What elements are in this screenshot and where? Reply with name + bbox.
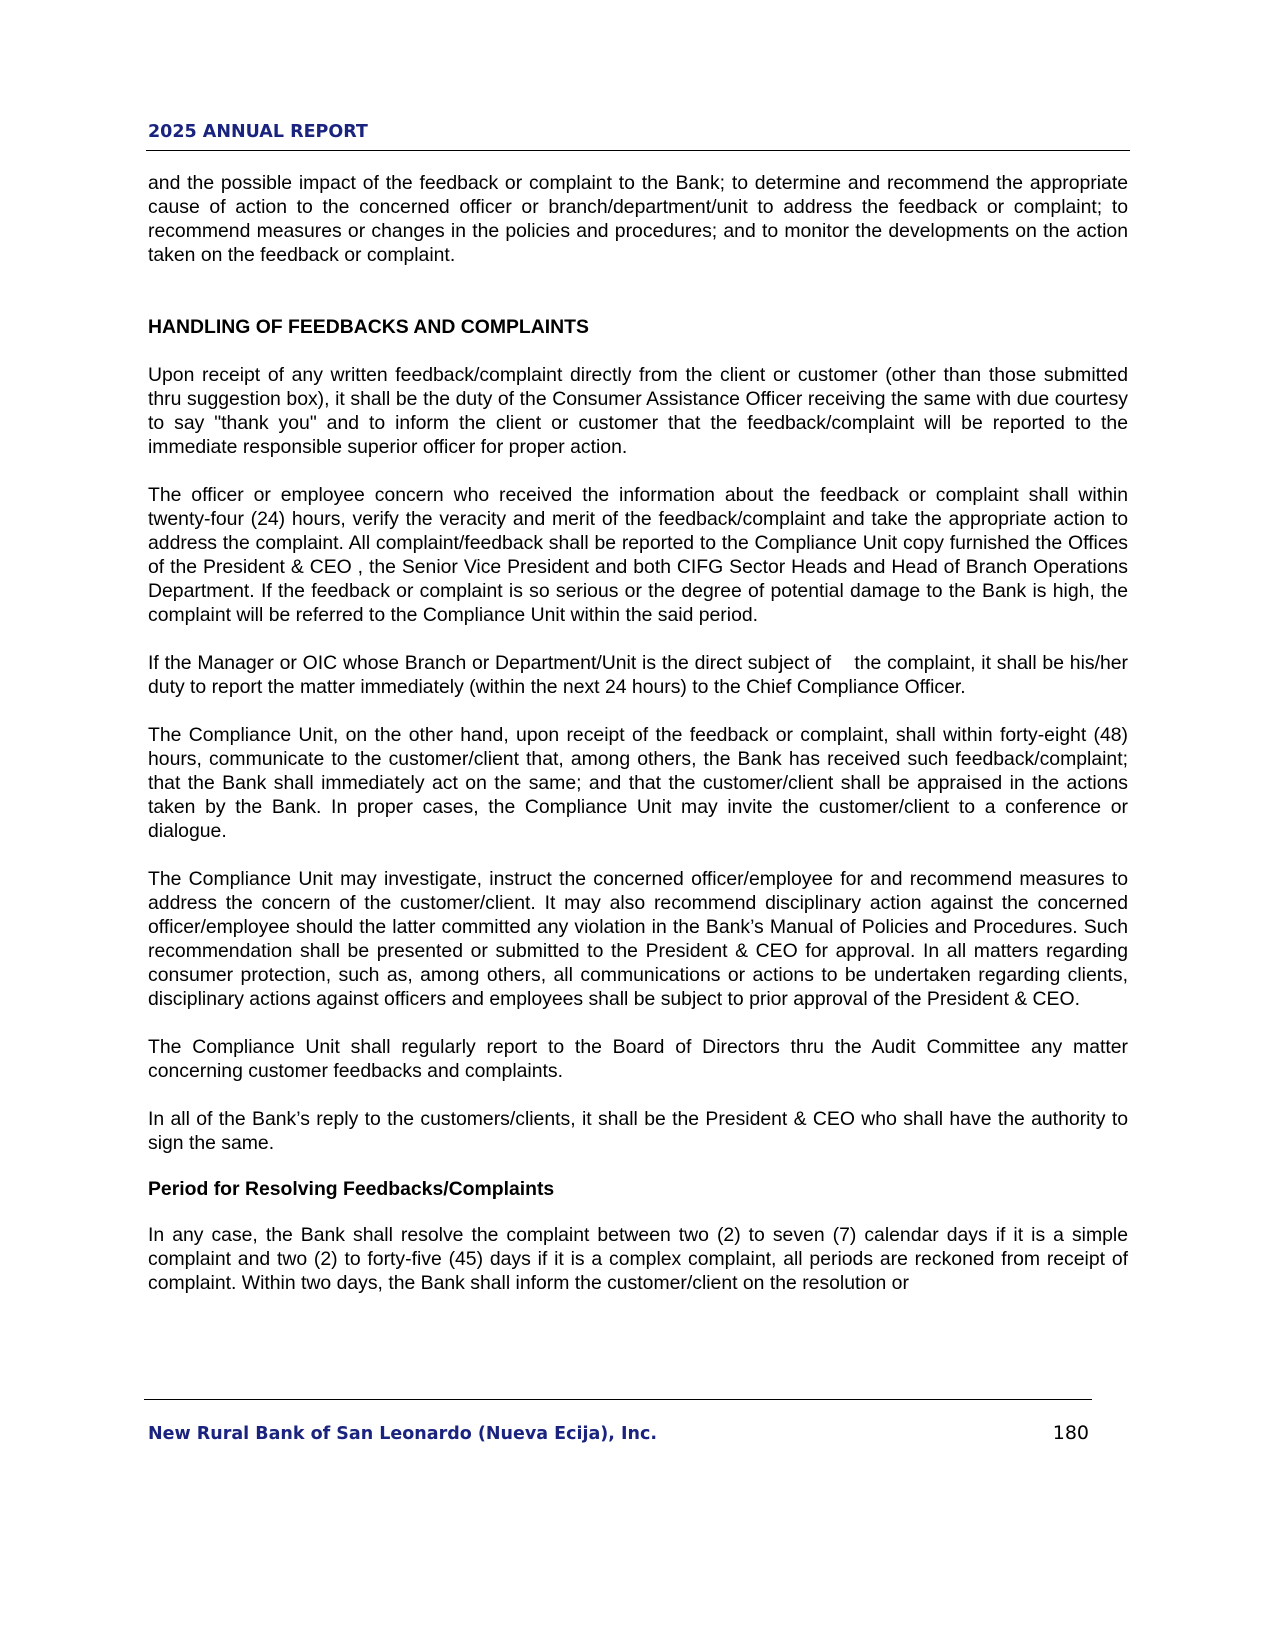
- page-number: 180: [1052, 1422, 1089, 1444]
- footer-divider: [144, 1399, 1092, 1400]
- paragraph-compliance-unit-investigate: The Compliance Unit may investigate, instruct the concerned officer/employee for and recommend measures to address the concern of the customer/client. It may also recommend disciplinary action against the concerned officer/employee should the latter committed any violation in the Bank’s Manual of Policies and Procedures. Such recommendation shall be presented or submitted to the President & CEO for approval. In all matters regarding consumer protection, such as, among others, all communications or actions to be undertaken regarding clients, disciplinary actions against officers and employees shall be subject to prior approval of the President & CEO.: [148, 868, 1128, 1010]
- paragraph-bank-reply: In all of the Bank’s reply to the customers/clients, it shall be the President & CEO who shall have the authority to sign the same.: [148, 1108, 1128, 1154]
- header-divider: [146, 150, 1130, 151]
- paragraph-manager-oic: If the Manager or OIC whose Branch or Department/Unit is the direct subject of the complaint, it shall be his/her duty to report the matter immediately (within the next 24 hours) to the Chief Compliance Officer.: [148, 652, 1134, 698]
- paragraph-upon-receipt: Upon receipt of any written feedback/complaint directly from the client or customer (other than those submitted thru suggestion box), it shall be the duty of the Consumer Assistance Officer receiving the same with due courtesy to say "thank you" and to inform the client or customer that the feedback/complaint will be reported to the immediate responsible superior officer for proper action.: [148, 364, 1128, 458]
- section-heading-handling: HANDLING OF FEEDBACKS AND COMPLAINTS: [148, 316, 589, 338]
- paragraph-compliance-unit-receipt: The Compliance Unit, on the other hand, upon receipt of the feedback or complaint, shall within forty-eight (48) hours, communicate to the customer/client that, among others, the Bank has received such feedback/complaint; that the Bank shall immediately act on the same; and that the customer/client shall be appraised in the actions taken by the Bank. In proper cases, the Compliance Unit may invite the customer/client to a conference or dialogue.: [148, 724, 1128, 842]
- paragraph-officer-employee: The officer or employee concern who received the information about the feedback or complaint shall within twenty-four (24) hours, verify the veracity and merit of the feedback/complaint and take the appropriate action to address the complaint. All complaint/feedback shall be reported to the Compliance Unit copy furnished the Offices of the President & CEO , the Senior Vice President and both CIFG Sector Heads and Head of Branch Operations Department. If the feedback or complaint is so serious or the degree of potential damage to the Bank is high, the complaint will be referred to the Compliance Unit within the said period.: [148, 484, 1128, 626]
- intro-paragraph: and the possible impact of the feedback or complaint to the Bank; to determine and recommend the appropriate cause of action to the concerned officer or branch/department/unit to address the feedback or complaint; to recommend measures or changes in the policies and procedures; and to monitor the developments on the action taken on the feedback or complaint.: [148, 172, 1128, 266]
- footer-bank-name: New Rural Bank of San Leonardo (Nueva Ecija), Inc.: [148, 1424, 657, 1444]
- paragraph-compliance-unit-report: The Compliance Unit shall regularly report to the Board of Directors thru the Audit Committee any matter concerning customer feedbacks and complaints.: [148, 1036, 1128, 1082]
- section-spacer: [148, 291, 1128, 315]
- section-heading-period: Period for Resolving Feedbacks/Complaints: [148, 1178, 555, 1200]
- page-body: [148, 171, 1134, 1295]
- paragraph-resolution-period: In any case, the Bank shall resolve the complaint between two (2) to seven (7) calendar days if it is a simple complaint and two (2) to forty-five (45) days if it is a complex complaint, all periods are reckoned from receipt of complaint. Within two days, the Bank shall inform the customer/client on the resolution or: [148, 1224, 1128, 1294]
- report-header-title: 2025 ANNUAL REPORT: [148, 122, 368, 142]
